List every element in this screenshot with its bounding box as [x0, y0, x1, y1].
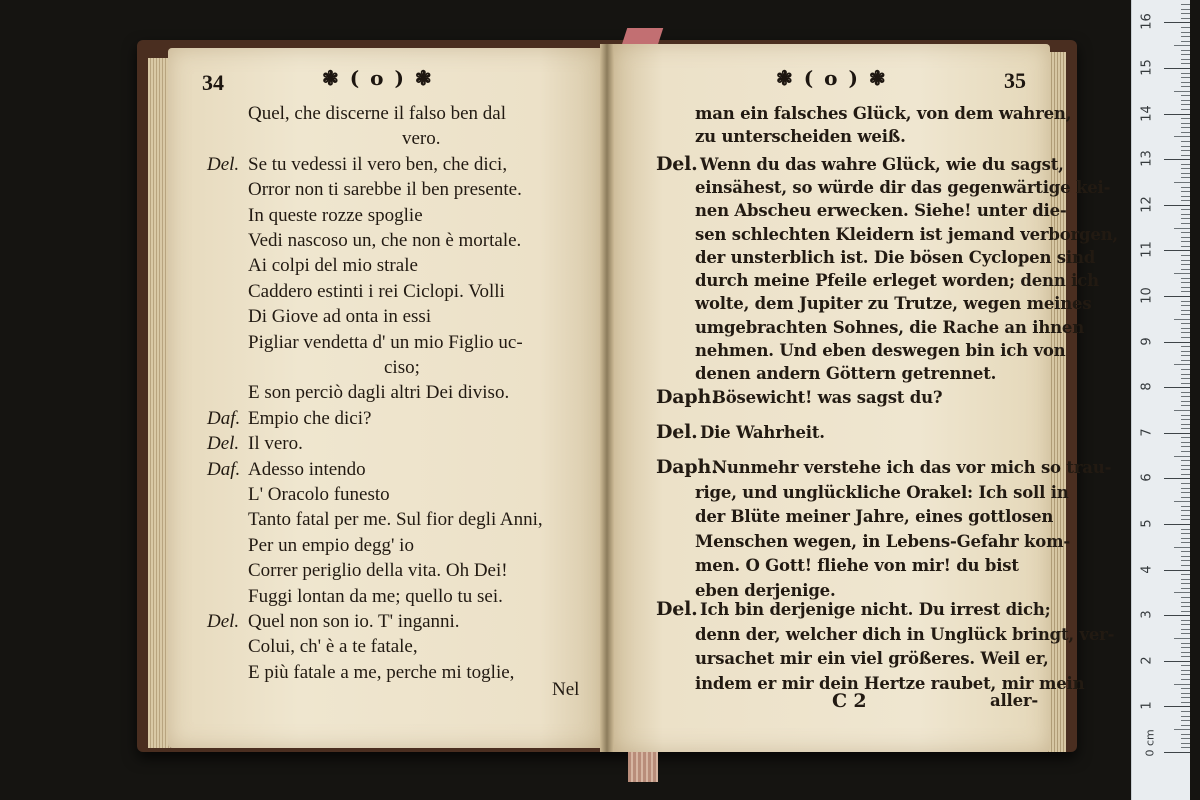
- left-catchword: Nel: [552, 679, 580, 700]
- ruler-tick: [1181, 606, 1190, 607]
- ruler-tick: [1164, 615, 1190, 616]
- ruler-tick: [1181, 63, 1190, 64]
- right-text-line: men. O Gott! fliehe von mir! du bist: [695, 556, 1019, 576]
- right-text-line: denn der, welcher dich in Unglück bringt, ver-: [695, 624, 1115, 644]
- left-text-line: Colui, ch' è a te fatale,: [248, 636, 418, 658]
- ruler-tick: [1181, 474, 1190, 475]
- left-text-line: Orror non ti sarebbe il ben presente.: [248, 179, 522, 201]
- ruler-tick: [1181, 59, 1190, 60]
- ruler-tick: [1181, 674, 1190, 675]
- ruler-tick: [1181, 620, 1190, 621]
- ruler-tick: [1164, 387, 1190, 388]
- right-text-line: Nunmehr verstehe ich das vor mich so trau-: [712, 458, 1112, 477]
- right-speaker-label: Daph.: [656, 456, 718, 478]
- right-text-line: sen schlechten Kleidern ist jemand verborgen,: [695, 224, 1118, 244]
- ruler-number: 15: [1139, 59, 1155, 76]
- ruler-tick: [1181, 264, 1190, 265]
- ruler-tick: [1181, 232, 1190, 233]
- ruler-tick: [1181, 360, 1190, 361]
- left-text-line: Pigliar vendetta d' un mio Figlio uc-: [248, 331, 523, 353]
- ruler-tick: [1174, 136, 1190, 137]
- ruler-tick: [1174, 638, 1190, 639]
- ruler-tick: [1181, 141, 1190, 142]
- ruler-tick: [1181, 291, 1190, 292]
- ruler-tick: [1181, 328, 1190, 329]
- ruler-tick: [1181, 323, 1190, 324]
- left-speaker-label: Daf.: [207, 407, 241, 429]
- ruler-tick: [1181, 560, 1190, 561]
- ruler-tick: [1181, 9, 1190, 10]
- ruler-tick: [1174, 684, 1190, 685]
- bookmark-ribbon-bottom: [628, 752, 658, 782]
- ruler-tick: [1164, 68, 1190, 69]
- ruler-tick: [1174, 228, 1190, 229]
- ruler-tick: [1181, 109, 1190, 110]
- ruler-tick: [1164, 433, 1190, 434]
- ruler-tick: [1181, 670, 1190, 671]
- ruler-tick: [1181, 405, 1190, 406]
- ruler-tick: [1181, 734, 1190, 735]
- right-speaker-label: Del.: [656, 421, 698, 443]
- ruler-number: 12: [1139, 196, 1155, 213]
- left-text-line: ciso;: [384, 357, 420, 378]
- left-text-line: In queste rozze spoglie: [248, 204, 423, 226]
- ruler-tick: [1181, 583, 1190, 584]
- ruler-number: 1: [1139, 701, 1155, 711]
- ruler-tick: [1181, 118, 1190, 119]
- ruler-tick: [1181, 469, 1190, 470]
- ruler-tick: [1181, 77, 1190, 78]
- right-text-line: der Blüte meiner Jahre, eines gottlosen: [695, 507, 1054, 527]
- ruler-tick: [1164, 205, 1190, 206]
- left-text-line: Fuggi lontan da me; quello tu sei.: [248, 585, 503, 607]
- ruler-tick: [1181, 702, 1190, 703]
- ruler-tick: [1181, 269, 1190, 270]
- ruler-tick: [1181, 510, 1190, 511]
- ruler-tick: [1181, 437, 1190, 438]
- ruler-tick: [1164, 342, 1190, 343]
- left-text-line: Tanto fatal per me. Sul fior degli Anni,: [248, 509, 543, 531]
- ruler-tick: [1164, 22, 1190, 23]
- ruler-tick: [1181, 424, 1190, 425]
- ruler-tick: [1181, 155, 1190, 156]
- right-speaker-label: Del.: [656, 152, 698, 175]
- ruler-tick: [1181, 483, 1190, 484]
- ruler-tick: [1181, 460, 1190, 461]
- ruler-tick: [1181, 725, 1190, 726]
- ruler-tick: [1164, 752, 1190, 753]
- left-speaker-label: Daf.: [207, 458, 241, 480]
- ruler-tick: [1181, 36, 1190, 37]
- ruler-number: 10: [1139, 287, 1155, 304]
- left-text-line: E più fatale a me, perche mi toglie,: [248, 661, 515, 683]
- ruler-tick: [1181, 100, 1190, 101]
- ruler-tick: [1181, 196, 1190, 197]
- ruler-number: 7: [1139, 428, 1155, 437]
- ruler-tick: [1181, 255, 1190, 256]
- ruler-tick: [1181, 278, 1190, 279]
- left-text-line: Correr periglio della vita. Oh Dei!: [248, 560, 508, 582]
- ruler-tick: [1181, 697, 1190, 698]
- ruler-tick: [1181, 652, 1190, 653]
- ruler-tick: [1181, 305, 1190, 306]
- ruler-unit-label: 0 cm: [1143, 729, 1157, 757]
- ruler-tick: [1181, 574, 1190, 575]
- ruler-number: 4: [1139, 564, 1155, 574]
- right-text-line: nehmen. Und eben deswegen bin ich von: [695, 341, 1066, 360]
- ruler-tick: [1181, 27, 1190, 28]
- ruler-number: 16: [1139, 13, 1155, 31]
- ruler-tick: [1174, 364, 1190, 365]
- ruler-tick: [1181, 374, 1190, 375]
- ruler-tick: [1181, 369, 1190, 370]
- ruler-tick: [1174, 547, 1190, 548]
- right-text-line: einsähest, so würde dir das gegenwärtige kei-: [695, 177, 1111, 197]
- ruler-tick: [1181, 54, 1190, 55]
- ruler-tick: [1181, 556, 1190, 557]
- ruler-number: 6: [1139, 473, 1155, 483]
- ruler-tick: [1181, 401, 1190, 402]
- ruler-tick: [1181, 497, 1190, 498]
- ruler-tick: [1181, 533, 1190, 534]
- right-speaker-label: Daph.: [656, 386, 718, 408]
- ruler-tick: [1181, 428, 1190, 429]
- right-text-line: nen Abscheu erwecken. Siehe! unter die-: [695, 201, 1067, 221]
- left-text-line: vero.: [402, 128, 441, 150]
- right-text-line: indem er mir dein Hertze raubet, mir mein: [695, 673, 1085, 693]
- ruler-tick: [1181, 301, 1190, 302]
- ruler-number: 9: [1139, 336, 1155, 346]
- ruler-tick: [1181, 633, 1190, 634]
- ruler-tick: [1181, 693, 1190, 694]
- ruler-tick: [1164, 114, 1190, 115]
- left-text-line: Di Giove ad onta in essi: [248, 306, 432, 328]
- ruler-tick: [1181, 73, 1190, 74]
- measurement-ruler: [1131, 0, 1190, 800]
- left-speaker-label: Del.: [207, 611, 240, 632]
- ruler-tick: [1181, 602, 1190, 603]
- ruler-number: 5: [1139, 519, 1155, 528]
- ruler-tick: [1181, 647, 1190, 648]
- ruler-tick: [1181, 665, 1190, 666]
- ruler-tick: [1181, 214, 1190, 215]
- page-edges-left: [148, 58, 170, 748]
- right-text-line: Bösewicht! was sagst du?: [712, 388, 943, 407]
- left-text-line: Ai colpi del mio strale: [248, 255, 418, 277]
- left-text-line: Il vero.: [248, 433, 303, 455]
- left-text-line: Vedi nascoso un, che non è mortale.: [248, 230, 522, 251]
- ruler-tick: [1181, 643, 1190, 644]
- ruler-tick: [1181, 711, 1190, 712]
- ruler-tick: [1181, 597, 1190, 598]
- ruler-number: 13: [1139, 150, 1155, 167]
- right-page-number: 35: [1004, 68, 1026, 93]
- ruler-tick: [1181, 688, 1190, 689]
- ruler-tick: [1181, 346, 1190, 347]
- ruler-tick: [1174, 456, 1190, 457]
- ruler-tick: [1174, 91, 1190, 92]
- ruler-tick: [1164, 661, 1190, 662]
- ruler-tick: [1181, 392, 1190, 393]
- left-text-line: L' Oracolo funesto: [248, 484, 390, 505]
- ruler-tick: [1181, 32, 1190, 33]
- right-page-header: ❃ ( o ) ❃: [776, 66, 888, 90]
- ruler-tick: [1181, 86, 1190, 87]
- ruler-tick: [1174, 319, 1190, 320]
- ruler-tick: [1174, 273, 1190, 274]
- ruler-tick: [1181, 629, 1190, 630]
- ruler-tick: [1181, 588, 1190, 589]
- ruler-tick: [1174, 501, 1190, 502]
- ruler-tick: [1181, 13, 1190, 14]
- ruler-tick: [1181, 127, 1190, 128]
- right-text-line: ursachet mir ein viel größeres. Weil er,: [695, 649, 1049, 669]
- ruler-tick: [1181, 191, 1190, 192]
- ruler-tick: [1181, 187, 1190, 188]
- right-text-line: durch meine Pfeile erleget worden; denn ich: [695, 271, 1099, 291]
- ruler-tick: [1181, 337, 1190, 338]
- left-text-line: Empio che dici?: [248, 407, 372, 429]
- ruler-tick: [1181, 332, 1190, 333]
- ruler-tick: [1164, 524, 1190, 525]
- ruler-tick: [1181, 123, 1190, 124]
- left-text-line: Caddero estinti i rei Ciclopi. Volli: [248, 280, 505, 302]
- ruler-tick: [1181, 378, 1190, 379]
- ruler-tick: [1181, 565, 1190, 566]
- book-gutter: [600, 44, 614, 752]
- ruler-tick: [1181, 538, 1190, 539]
- ruler-tick: [1181, 488, 1190, 489]
- ruler-tick: [1164, 706, 1190, 707]
- ruler-tick: [1174, 45, 1190, 46]
- ruler-tick: [1181, 287, 1190, 288]
- ruler-tick: [1181, 396, 1190, 397]
- ruler-tick: [1181, 168, 1190, 169]
- ruler-tick: [1181, 465, 1190, 466]
- ruler-tick: [1181, 218, 1190, 219]
- ruler-tick: [1174, 729, 1190, 730]
- right-text-line: Ich bin derjenige nicht. Du irrest dich;: [700, 600, 1051, 619]
- ruler-tick: [1181, 41, 1190, 42]
- ruler-tick: [1181, 282, 1190, 283]
- ruler-tick: [1181, 260, 1190, 261]
- ruler-tick: [1164, 250, 1190, 251]
- ruler-number: 3: [1139, 610, 1155, 619]
- ruler-tick: [1181, 747, 1190, 748]
- right-catchword: aller-: [990, 691, 1039, 710]
- ruler-tick: [1181, 310, 1190, 311]
- left-text-line: Quel non son io. T' inganni.: [248, 611, 460, 632]
- ruler-tick: [1181, 95, 1190, 96]
- right-text-line: rige, und unglückliche Orakel: Ich soll in: [695, 482, 1069, 502]
- right-text-line: Die Wahrheit.: [700, 423, 825, 442]
- ruler-tick: [1181, 200, 1190, 201]
- ruler-tick: [1181, 716, 1190, 717]
- right-text-line: man ein falsches Glück, von dem wahren,: [695, 104, 1072, 123]
- ruler-tick: [1181, 18, 1190, 19]
- left-text-line: E son perciò dagli altri Dei diviso.: [248, 382, 510, 404]
- ruler-tick: [1181, 579, 1190, 580]
- ruler-tick: [1181, 246, 1190, 247]
- ruler-tick: [1164, 159, 1190, 160]
- right-text-line: Wenn du das wahre Glück, wie du sagst,: [700, 154, 1064, 174]
- ruler-tick: [1181, 223, 1190, 224]
- right-text-line: umgebrachten Sohnes, die Rache an ihnen: [695, 317, 1085, 337]
- left-speaker-label: Del.: [207, 433, 240, 455]
- ruler-tick: [1181, 542, 1190, 543]
- right-text-line: Menschen wegen, in Lebens-Gefahr kom-: [695, 531, 1070, 551]
- ruler-tick: [1174, 410, 1190, 411]
- ruler-number: 8: [1139, 382, 1155, 391]
- ruler-tick: [1181, 209, 1190, 210]
- ruler-tick: [1181, 82, 1190, 83]
- ruler-tick: [1174, 592, 1190, 593]
- ruler-tick: [1181, 529, 1190, 530]
- ruler-number: 11: [1139, 241, 1155, 259]
- right-text-line: wolte, dem Jupiter zu Trutze, wegen meines: [695, 294, 1092, 314]
- right-text-line: der unsterblich ist. Die bösen Cyclopen sind: [695, 247, 1096, 267]
- left-text-line: Se tu vedessi il vero ben, che dici,: [248, 153, 508, 175]
- right-text-line: eben derjenige.: [695, 581, 836, 600]
- ruler-tick: [1181, 415, 1190, 416]
- ruler-tick: [1181, 743, 1190, 744]
- ruler-number: 14: [1139, 104, 1155, 122]
- ruler-tick: [1181, 446, 1190, 447]
- ruler-tick: [1181, 241, 1190, 242]
- left-text-line: Per un empio degg' io: [248, 534, 414, 556]
- left-page-number: 34: [202, 70, 224, 95]
- ruler-tick: [1181, 4, 1190, 5]
- ruler-tick: [1181, 314, 1190, 315]
- ruler-tick: [1181, 355, 1190, 356]
- ruler-tick: [1181, 738, 1190, 739]
- ruler-tick: [1181, 150, 1190, 151]
- ruler-tick: [1181, 383, 1190, 384]
- ruler-tick: [1181, 177, 1190, 178]
- ruler-tick: [1164, 570, 1190, 571]
- ruler-tick: [1181, 492, 1190, 493]
- ruler-tick: [1181, 515, 1190, 516]
- left-page-header: ❃ ( o ) ❃: [322, 66, 434, 90]
- right-signature-mark: C 2: [832, 690, 867, 712]
- left-speaker-label: Del.: [207, 153, 240, 175]
- ruler-tick: [1181, 551, 1190, 552]
- ruler-tick: [1181, 506, 1190, 507]
- ruler-tick: [1181, 519, 1190, 520]
- ruler-tick: [1181, 451, 1190, 452]
- ruler-tick: [1181, 679, 1190, 680]
- ruler-tick: [1181, 351, 1190, 352]
- ruler-tick: [1164, 296, 1190, 297]
- ruler-tick: [1181, 442, 1190, 443]
- ruler-tick: [1181, 611, 1190, 612]
- ruler-tick: [1164, 478, 1190, 479]
- right-speaker-label: Del.: [656, 598, 698, 620]
- ruler-tick: [1181, 132, 1190, 133]
- ruler-tick: [1181, 173, 1190, 174]
- ruler-tick: [1181, 419, 1190, 420]
- left-text-line: Quel, che discerne il falso ben dal: [248, 103, 506, 124]
- ruler-tick: [1181, 656, 1190, 657]
- left-text-line: Adesso intendo: [248, 458, 366, 480]
- ruler-tick: [1181, 146, 1190, 147]
- ruler-tick: [1181, 624, 1190, 625]
- ruler-tick: [1181, 104, 1190, 105]
- right-text-line: denen andern Göttern getrennet.: [695, 364, 997, 384]
- ruler-number: 2: [1139, 656, 1155, 665]
- ruler-tick: [1181, 720, 1190, 721]
- ruler-tick: [1181, 164, 1190, 165]
- ruler-tick: [1174, 182, 1190, 183]
- right-text-line: zu unterscheiden weiß.: [695, 127, 906, 147]
- ruler-tick: [1181, 237, 1190, 238]
- ruler-tick: [1181, 50, 1190, 51]
